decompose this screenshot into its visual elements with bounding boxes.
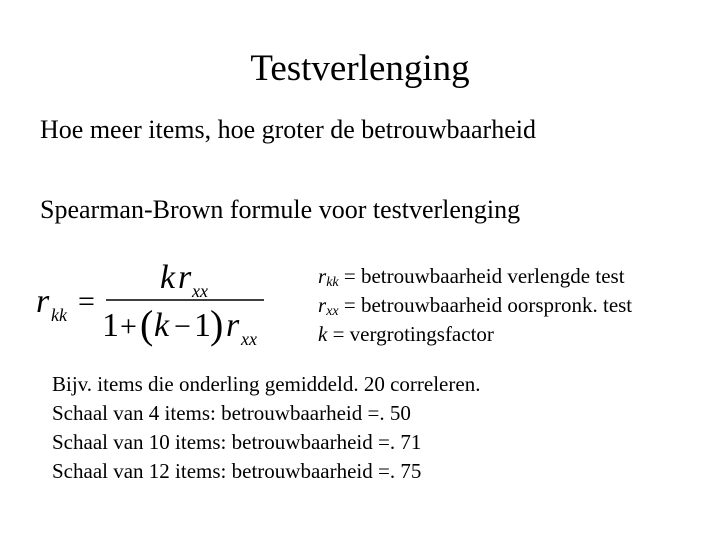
statement-line: Hoe meer items, hoe groter de betrouwbaarheid [40,115,536,144]
symbol: k [318,322,328,346]
numerator-subscript: xx [192,281,208,301]
denominator-subscript: xx [241,329,257,349]
examples-block [52,370,480,486]
denominator-k: k [154,307,170,344]
definition-rxx [318,291,632,320]
slide-title: Testverlenging [250,48,470,89]
lhs-subscript: kk [51,305,67,325]
symbol-subscript: kk [326,275,339,290]
denominator-one: 1 [102,307,119,344]
symbol: r [318,293,327,317]
denominator-open-paren: ( [140,302,154,347]
definition-text: = betrouwbaarheid verlengde test [338,264,625,288]
example-line: Schaal van 4 items: betrouwbaarheid =. 50 [52,401,411,425]
example-line: Schaal van 10 items: betrouwbaarheid =. 71 [52,430,422,454]
lhs-variable: r [36,283,50,320]
denominator-r: r [226,307,240,344]
numerator-k: k [160,259,176,296]
symbol-subscript: xx [326,304,339,319]
formula-graphic [36,250,276,350]
denominator-close-paren: ) [210,302,224,347]
definition-text: = betrouwbaarheid oorspronk. test [338,293,633,317]
definition-k [318,320,632,349]
denominator-one-2: 1 [194,307,211,344]
variable-definitions [318,262,632,349]
denominator-minus: − [174,310,191,343]
example-line: Schaal van 12 items: betrouwbaarheid =. 75 [52,459,422,483]
spearman-brown-formula [36,250,276,350]
formula-heading: Spearman-Brown formule voor testverlenging [40,195,521,224]
definition-rkk [318,262,632,291]
symbol: r [318,264,327,288]
definition-text: = vergrotingsfactor [327,322,494,346]
denominator-plus: + [120,310,137,343]
example-line: Bijv. items die onderling gemiddeld. 20 correleren. [52,372,481,396]
equals-sign: = [78,285,95,318]
numerator-r: r [178,259,192,296]
